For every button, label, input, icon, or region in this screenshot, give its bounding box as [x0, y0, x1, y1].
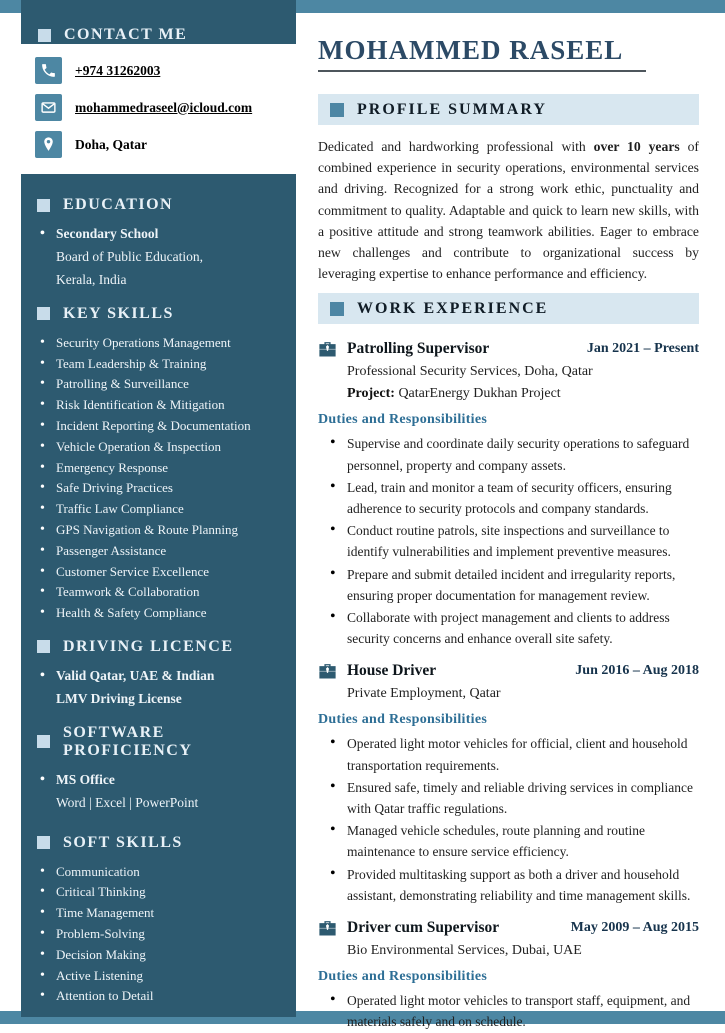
- phone-link[interactable]: +974 31262003: [75, 62, 161, 78]
- key-skill-item: • Security Operations Management: [37, 333, 286, 354]
- contact-section-header: [21, 0, 296, 44]
- job-header: [318, 340, 699, 358]
- soft-skill-item: • Problem-Solving: [37, 924, 286, 945]
- profile-summary-text: [318, 136, 699, 284]
- sidebar-body: [21, 174, 296, 1017]
- duty-item: • Ensured safe, timely and reliable driving services in compliance with Qatar traffic regulations.: [330, 777, 699, 819]
- education-title: EDUCATION: [63, 196, 174, 213]
- duties-label: Duties and Responsibilities: [318, 412, 488, 428]
- soft-skill-item: • Communication: [37, 862, 286, 883]
- key-skill-item: • Safe Driving Practices: [37, 478, 286, 499]
- soft-skill-item: • Active Listening: [37, 966, 286, 987]
- key-skill-item: • Emergency Response: [37, 458, 286, 479]
- duties-label: Duties and Responsibilities: [318, 969, 488, 985]
- education-place: Kerala, India: [56, 271, 127, 287]
- main-content: [318, 34, 699, 1033]
- key-skill-item: • Patrolling & Surveillance: [37, 374, 286, 395]
- education-section-header: [37, 196, 286, 214]
- job-header: [318, 919, 699, 937]
- key-skill-item: • Passenger Assistance: [37, 541, 286, 562]
- key-skill-item: • Risk Identification & Mitigation: [37, 395, 286, 416]
- software-list: [37, 770, 286, 791]
- job-title: House Driver: [347, 662, 437, 680]
- duties-label: Duties and Responsibilities: [318, 712, 488, 728]
- project-value: QatarEnergy Dukhan Project: [394, 386, 561, 402]
- duty-item: • Operated light motor vehicles for official, client and household transportation requirements.: [330, 733, 699, 775]
- location-icon: [35, 131, 62, 158]
- summary-text-before: Dedicated and hardworking professional with: [318, 139, 594, 154]
- education-list: [37, 224, 286, 245]
- job-company: Professional Security Services, Doha, Qatar: [347, 364, 593, 380]
- key-skill-item: • Vehicle Operation & Inspection: [37, 437, 286, 458]
- email-icon: [35, 94, 62, 121]
- job-title: Patrolling Supervisor: [347, 340, 490, 358]
- duty-item: • Lead, train and monitor a team of security officers, ensuring adherence to security protocols and company standards.: [330, 477, 699, 519]
- duty-item: • Conduct routine patrols, site inspections and surveillance to identify vulnerabilities and implement preventive measures.: [330, 520, 699, 562]
- job-entry: [318, 340, 699, 649]
- email-link[interactable]: mohammedraseel@icloud.com: [75, 99, 253, 115]
- work-experience-header: [318, 293, 699, 324]
- duties-list: [330, 433, 699, 649]
- job-dates: Jun 2016 – Aug 2018: [575, 663, 699, 679]
- square-bullet-icon: [37, 735, 50, 748]
- duties-list: [330, 990, 699, 1032]
- job-entry: [318, 662, 699, 906]
- key-skills-title: KEY SKILLS: [63, 304, 174, 322]
- duty-item: • Managed vehicle schedules, route planning and routine maintenance to ensure service efficiency.: [330, 820, 699, 862]
- soft-skills-section-header: [37, 834, 286, 852]
- driving-licence-section-header: [37, 638, 286, 656]
- software-section-header: [37, 724, 286, 760]
- key-skill-item: • Incident Reporting & Documentation: [37, 416, 286, 437]
- sidebar: [21, 0, 296, 1011]
- key-skill-item: • Customer Service Excellence: [37, 562, 286, 583]
- driving-licence-title: DRIVING LICENCE: [63, 637, 234, 655]
- duties-list: [330, 733, 699, 906]
- square-bullet-icon: [37, 640, 50, 653]
- contact-row-location: [35, 131, 290, 158]
- profile-summary-header: [318, 94, 699, 125]
- key-skills-section-header: [37, 305, 286, 323]
- job-entry: [318, 919, 699, 1032]
- square-bullet-icon: [330, 302, 344, 316]
- software-detail: Word | Excel | PowerPoint: [56, 794, 199, 810]
- key-skill-item: • GPS Navigation & Route Planning: [37, 520, 286, 541]
- name-underline: [318, 70, 646, 72]
- square-bullet-icon: [37, 307, 50, 320]
- square-bullet-icon: [37, 199, 50, 212]
- briefcase-icon: [318, 920, 337, 937]
- square-bullet-icon: [37, 836, 50, 849]
- work-experience-title: WORK EXPERIENCE: [357, 299, 549, 317]
- briefcase-icon: [318, 663, 337, 680]
- key-skill-item: • Health & Safety Compliance: [37, 603, 286, 624]
- soft-skill-item: • Time Management: [37, 903, 286, 924]
- job-title: Driver cum Supervisor: [347, 919, 500, 937]
- square-bullet-icon: [330, 103, 344, 117]
- soft-skill-item: • Attention to Detail: [37, 986, 286, 1007]
- education-degree: • Secondary School: [37, 224, 286, 245]
- job-header: [318, 662, 699, 680]
- duty-item: • Provided multitasking support as both a driver and household assistant, demonstrating reliability and time management skills.: [330, 864, 699, 906]
- job-company: Bio Environmental Services, Dubai, UAE: [347, 943, 582, 959]
- driving-licence-line2: LMV Driving License: [56, 690, 182, 706]
- contact-row-phone: [35, 57, 290, 84]
- soft-skills-list: [37, 862, 286, 1008]
- location-text: Doha, Qatar: [75, 136, 147, 152]
- software-title: SOFTWARE PROFICIENCY: [63, 723, 193, 759]
- duty-item: • Supervise and coordinate daily security operations to safeguard personnel, property and company assets.: [330, 433, 699, 475]
- soft-skill-item: • Decision Making: [37, 945, 286, 966]
- key-skill-item: • Traffic Law Compliance: [37, 499, 286, 520]
- duty-item: • Prepare and submit detailed incident and irregularity reports, ensuring proper documentation for management review.: [330, 564, 699, 606]
- project-label: Project:: [347, 386, 395, 402]
- contact-row-email: [35, 94, 290, 121]
- summary-text-bold: over 10 years: [593, 139, 680, 154]
- job-company: Private Employment, Qatar: [347, 686, 501, 702]
- soft-skill-item: • Critical Thinking: [37, 882, 286, 903]
- profile-summary-title: PROFILE SUMMARY: [357, 100, 547, 118]
- contact-list: [21, 44, 296, 174]
- driving-licence-line1: • Valid Qatar, UAE & Indian: [37, 666, 286, 687]
- job-dates: May 2009 – Aug 2015: [570, 920, 699, 936]
- duty-item: • Collaborate with project management and clients to address security concerns and enhance overall site safety.: [330, 607, 699, 649]
- briefcase-icon: [318, 341, 337, 358]
- key-skills-list: [37, 333, 286, 624]
- education-board: Board of Public Education,: [56, 248, 203, 264]
- driving-licence-list: [37, 666, 286, 687]
- page-title: MOHAMMED RASEEL: [318, 35, 624, 65]
- job-project: [347, 383, 699, 404]
- square-bullet-icon: [38, 29, 51, 42]
- software-primary: • MS Office: [37, 770, 286, 791]
- key-skill-item: • Team Leadership & Training: [37, 354, 286, 375]
- key-skill-item: • Teamwork & Collaboration: [37, 582, 286, 603]
- job-dates: Jan 2021 – Present: [586, 341, 699, 357]
- summary-text-after: of combined experience in security operations, environmental services and driving. Recognized for a strong work ethic, punctuality and commitment to quality. Adaptable and quick to learn new skills, with a positive attitude and strong teamwork abilities. Eager to embrace new challenges and contribute to organizational success by leveraging expertise to enhance performance and efficiency.: [318, 139, 699, 282]
- phone-icon: [35, 57, 62, 84]
- duty-item: • Operated light motor vehicles to transport staff, equipment, and materials safely and on schedule.: [330, 990, 699, 1032]
- soft-skills-title: SOFT SKILLS: [63, 833, 183, 851]
- contact-section-title: CONTACT ME: [64, 26, 188, 43]
